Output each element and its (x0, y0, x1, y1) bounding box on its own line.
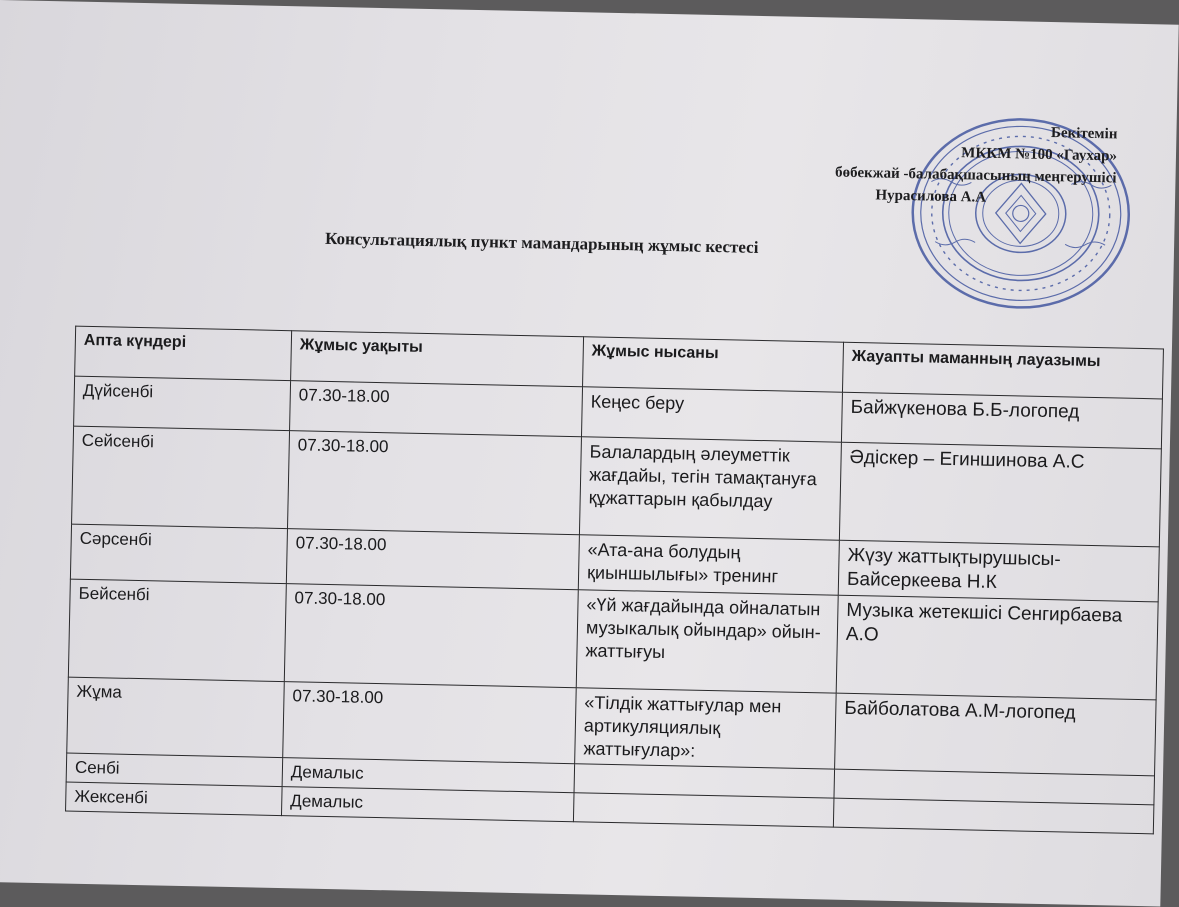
cell-form: «Үй жағдайында ойналатын музыкалық ойындар» ойын-жаттығуы (576, 590, 838, 693)
cell-day: Жексенбі (66, 782, 283, 816)
cell-day: Дүйсенбі (74, 376, 291, 431)
cell-day: Сәрсенбі (70, 524, 287, 584)
cell-day: Жұма (67, 677, 285, 758)
cell-time: Демалыс (282, 758, 575, 793)
cell-time: 07.30-18.00 (287, 431, 581, 535)
approval-line-4: Нурасилова А.А (875, 187, 987, 206)
cell-time: Демалыс (281, 787, 574, 822)
cell-specialist: Әдіскер – Егиншинова А.С (839, 442, 1161, 547)
approval-line-2: МККМ №100 «Гаухар» (961, 145, 1118, 165)
cell-day: Сейсенбі (72, 426, 290, 529)
cell-time: 07.30-18.00 (286, 529, 579, 590)
header-time: Жұмыс уақыты (291, 331, 584, 387)
header-specialist: Жауапты маманның лауазымы (842, 342, 1163, 399)
cell-form: Кеңес беру (581, 387, 842, 442)
cell-specialist: Байболатова А.М-логопед (835, 693, 1157, 776)
approval-line-1: Бекітемін (1050, 125, 1118, 143)
cell-form (573, 793, 834, 827)
cell-specialist: Байжүкенова Б.Б-логопед (841, 392, 1162, 449)
cell-specialist (833, 798, 1154, 834)
header-form: Жұмыс нысаны (583, 337, 844, 392)
cell-time: 07.30-18.00 (283, 682, 577, 764)
cell-form: «Ата-ана болудың қиыншылығы» тренинг (578, 535, 839, 595)
cell-form: «Тілдік жаттығулар мен артикуляциялық жаттығулар»: (575, 688, 837, 769)
cell-time: 07.30-18.00 (284, 584, 578, 688)
cell-specialist: Жүзу жаттықтырушысы-Байсеркеева Н.К (838, 540, 1159, 602)
approval-block (696, 115, 1118, 212)
cell-form: Балалардың әлеуметтік жағдайы, тегін тамақтануға құжаттарын қабылдау (579, 437, 841, 540)
cell-day: Сенбі (66, 753, 283, 787)
schedule-table (65, 326, 1164, 835)
approval-line-3: бөбекжай -балабақшасының меңгерушісі (834, 164, 1117, 187)
cell-specialist: Музыка жетекшісі Сенгирбаева А.О (836, 595, 1158, 700)
document-title: Консультациялық пункт мамандарының жұмыс кестесі (324, 228, 759, 257)
cell-time: 07.30-18.00 (290, 381, 583, 437)
cell-day: Бейсенбі (68, 579, 286, 682)
header-day: Апта күндері (75, 326, 292, 381)
